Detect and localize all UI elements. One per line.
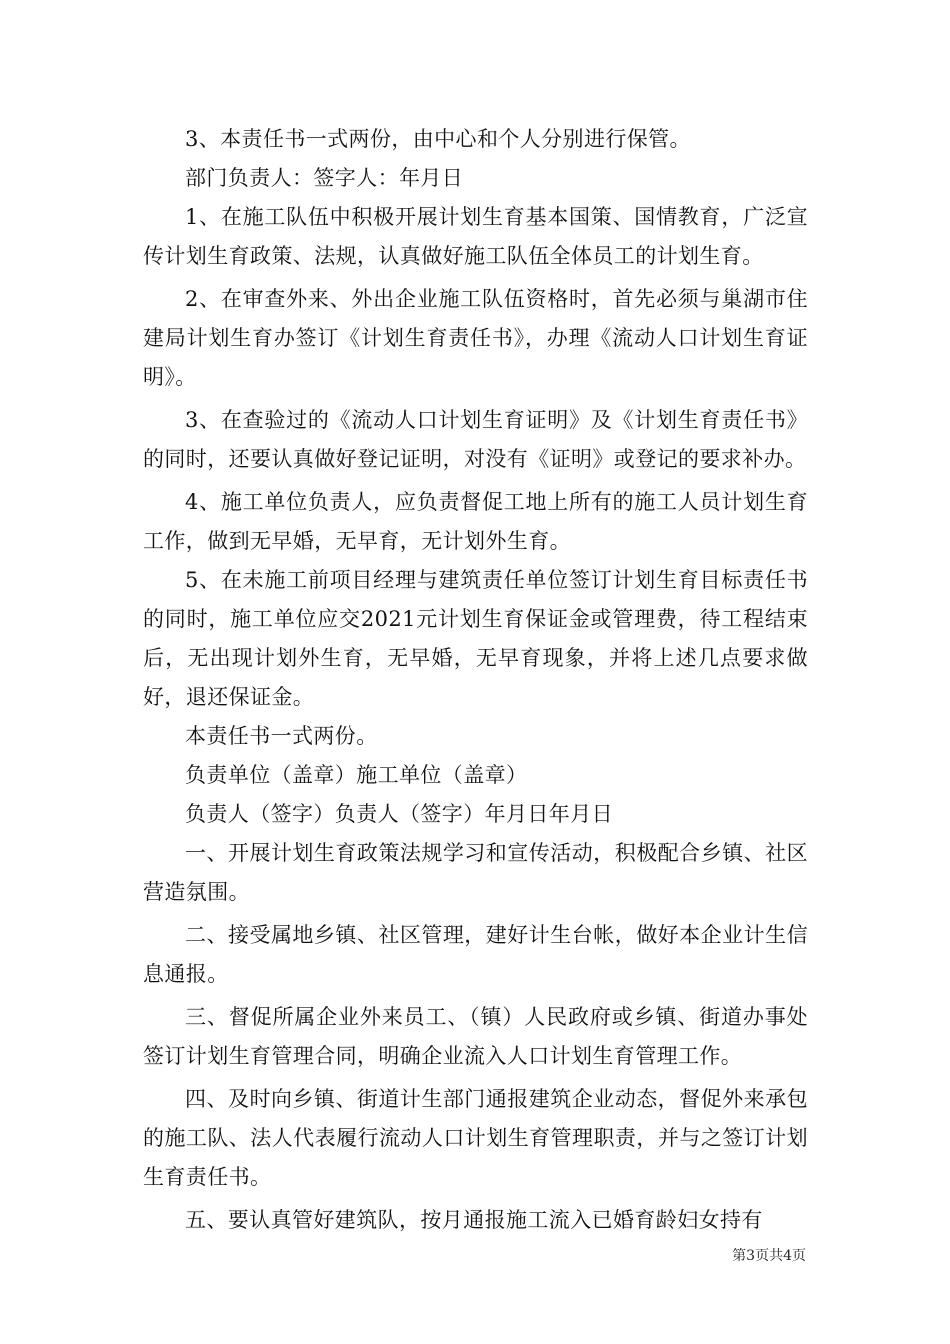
paragraph-copies-storage: 3、本责任书一式两份，由中心和个人分别进行保管。 xyxy=(185,127,691,151)
paragraph-item-1: 1、在施工队伍中积极开展计划生育基本国策、国情教育，广泛宣传计划生育政策、法规，认真做好施工队伍全体员工的计划生育。 xyxy=(143,205,808,268)
paragraph-section-5: 五、要认真管好建筑队，按月通报施工流入已婚育龄妇女持有 xyxy=(185,1208,763,1232)
paragraph-copies-note: 本责任书一式两份。 xyxy=(185,724,378,748)
document-body xyxy=(143,120,808,1240)
paragraph-item-4: 4、施工单位负责人，应负责督促工地上所有的施工人员计划生育工作，做到无早婚，无早育，无计划外生育。 xyxy=(143,490,808,553)
paragraph-section-2: 二、接受属地乡镇、社区管理，建好计生台帐，做好本企业计生信息通报。 xyxy=(143,923,808,986)
paragraph-section-3: 三、督促所属企业外来员工、（镇）人民政府或乡镇、街道办事处签订计划生育管理合同，明确企业流入人口计划生育管理工作。 xyxy=(143,1005,808,1068)
paragraph-item-3: 3、在查验过的《流动人口计划生育证明》及《计划生育责任书》的同时，还要认真做好登记证明，对没有《证明》或登记的要求补办。 xyxy=(143,408,808,471)
paragraph-signature-line: 部门负责人：签字人：年月日 xyxy=(185,166,464,190)
paragraph-section-4: 四、及时向乡镇、街道计生部门通报建筑企业动态，督促外来承包的施工队、法人代表履行流动人口计划生育管理职责，并与之签订计划生育责任书。 xyxy=(143,1087,808,1189)
paragraph-item-2: 2、在审查外来、外出企业施工队伍资格时，首先必须与巢湖市住建局计划生育办签订《计划生育责任书》，办理《流动人口计划生育证明》。 xyxy=(143,287,808,389)
paragraph-item-5: 5、在未施工前项目经理与建筑责任单位签订计划生育目标责任书的同时，施工单位应交2021元计划生育保证金或管理费，待工程结束后，无出现计划外生育，无早婚，无早育现象，并将上述几点要求做好，退还保证金。 xyxy=(143,568,808,709)
paragraph-seal-line: 负责单位（盖章）施工单位（盖章） xyxy=(185,763,528,787)
page-number-footer: 第3页共4页 xyxy=(732,1248,806,1264)
paragraph-signer-line: 负责人（签字）负责人（签字）年月日年月日 xyxy=(185,802,613,826)
paragraph-section-1: 一、开展计划生育政策法规学习和宣传活动，积极配合乡镇、社区营造氛围。 xyxy=(143,841,808,904)
